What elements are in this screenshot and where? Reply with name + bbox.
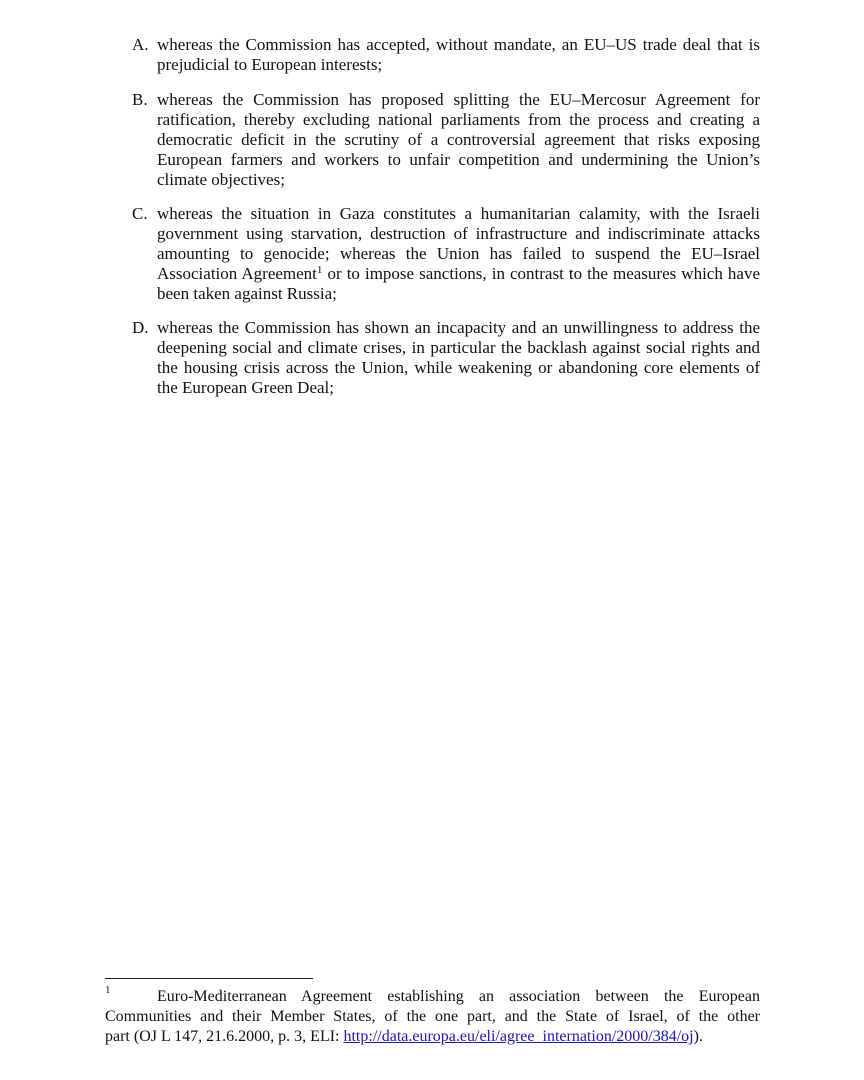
footnote-text: ). bbox=[693, 1028, 703, 1045]
recital-line: climate objectives; bbox=[157, 170, 285, 189]
recital-line bbox=[157, 264, 760, 284]
footnote-reference[interactable]: 1 bbox=[316, 264, 323, 276]
recital-line: been taken against Russia; bbox=[157, 284, 337, 303]
recital-line: European farmers and workers to unfair competition and undermining the Union’s bbox=[157, 150, 760, 169]
recital-line: deepening social and climate crises, in particular the backlash against social rights and bbox=[157, 338, 760, 357]
recital-letter: B. bbox=[132, 90, 148, 109]
recital-line: democratic deficit in the scrutiny of a controversial agreement that risks exposing bbox=[157, 130, 760, 149]
recital-c bbox=[132, 204, 760, 304]
recital-line: whereas the Commission has proposed splitting the EU–Mercosur Agreement for bbox=[157, 90, 760, 109]
recital-a bbox=[132, 35, 760, 75]
recital-line: the housing crisis across the Union, while weakening or abandoning core elements of bbox=[157, 358, 760, 377]
footnote-number: 1 bbox=[105, 984, 111, 996]
recital-text: or to impose sanctions, in contrast to the measures which have bbox=[322, 264, 760, 283]
footnote-line: Euro-Mediterranean Agreement establishing an association between the European bbox=[157, 988, 760, 1005]
footnote-line: Communities and their Member States, of the one part, and the State of Israel, of the other bbox=[105, 1008, 760, 1025]
footnote-text: part (OJ L 147, 21.6.2000, p. 3, ELI: bbox=[105, 1028, 344, 1045]
recital-d bbox=[132, 318, 760, 398]
footnote-separator bbox=[105, 978, 313, 979]
recital-line: the European Green Deal; bbox=[157, 378, 334, 397]
footnote-line bbox=[105, 1027, 760, 1047]
recital-line: whereas the situation in Gaza constitutes a humanitarian calamity, with the Israeli bbox=[157, 204, 760, 223]
footnote-link[interactable]: http://data.europa.eu/eli/agree_internation/2000/384/oj bbox=[343, 1028, 694, 1045]
recital-line: whereas the Commission has accepted, without mandate, an EU–US trade deal that is bbox=[157, 35, 760, 54]
footnote bbox=[105, 984, 760, 1047]
recital-line: government using starvation, destruction of infrastructure and indiscriminate attacks bbox=[157, 224, 760, 243]
recital-line: ratification, thereby excluding national parliaments from the process and creating a bbox=[157, 110, 760, 129]
recital-b bbox=[132, 90, 760, 190]
recital-letter: C. bbox=[132, 204, 148, 223]
recital-line: amounting to genocide; whereas the Union has failed to suspend the EU–Israel bbox=[157, 244, 760, 263]
recital-letter: D. bbox=[132, 318, 149, 337]
recital-text: Association Agreement bbox=[157, 264, 317, 283]
recital-line: prejudicial to European interests; bbox=[157, 55, 383, 74]
recital-letter: A. bbox=[132, 35, 149, 54]
recital-line: whereas the Commission has shown an incapacity and an unwillingness to address the bbox=[157, 318, 760, 337]
